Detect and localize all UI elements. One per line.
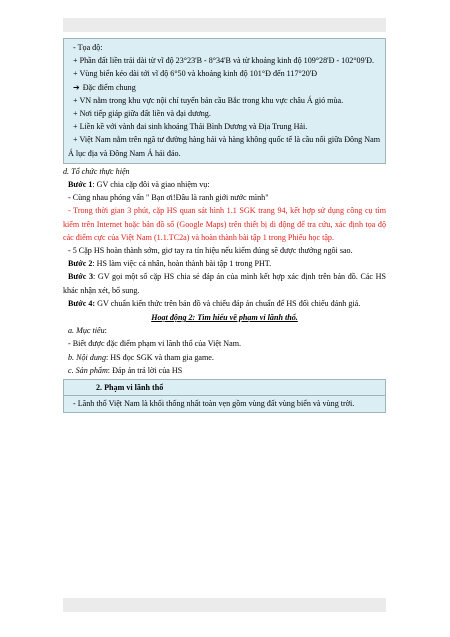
muc-tieu bbox=[63, 324, 386, 337]
muc-tieu-label: a. Mục tiêu bbox=[68, 326, 105, 336]
buoc-2 bbox=[63, 257, 386, 270]
buoc-1 bbox=[63, 178, 386, 191]
noi-dung-label: b. Nội dung bbox=[68, 352, 106, 362]
noi-dung bbox=[63, 351, 386, 364]
to-chuc-heading bbox=[63, 165, 386, 178]
header-band bbox=[63, 18, 386, 32]
buoc-4 bbox=[63, 297, 386, 310]
nhiem-vu-red-text: - Trong thời gian 3 phút, cặp HS quan sát hình 1.1 SGK trang 94, kết hợp sử dụng công cụ tìm kiếm trên Internet hoặc bản đồ số (Google Maps) trên thiết bị di động để tra cứu, xác định tọa độ các điểm cực của Việt Nam (1.1.TC2a) và hoàn thành bài tập 1 trong Phiếu học tập. bbox=[63, 206, 386, 242]
pham-vi-title: 2. Phạm vi lãnh thổ bbox=[96, 383, 164, 393]
buoc-4-label: Bước 4: bbox=[68, 298, 96, 308]
san-pham-label: c. Sản phẩm bbox=[68, 365, 108, 375]
dac-diem-item-4: + Việt Nam nằm trên ngã tư đường hàng hải và hàng không quốc tế là cầu nối giữa Đông Nam Á lục địa và Đông Nam Á hải đảo. bbox=[68, 135, 380, 158]
buoc-3-text: : GV gọi một số cặp HS chia sẻ đáp án của mình kết hợp xác định trên bản đồ. Các HS khác nhận xét, bổ sung. bbox=[63, 272, 386, 295]
buoc-2-label: Bước 2 bbox=[68, 259, 93, 269]
content-box-toa-do bbox=[63, 38, 386, 164]
page-content bbox=[63, 38, 386, 413]
footer-band bbox=[63, 598, 386, 612]
dac-diem-chung-line bbox=[68, 81, 380, 94]
phan-dat-lien-text: + Phần đất liền trải dài từ vĩ độ 23°23'B - 8°34'B và từ khoảng kinh độ 109°28'Đ - 102°09'Đ. bbox=[73, 56, 374, 66]
hoat-dong-2-title: Hoạt động 2: Tìm hiểu về phạm vi lãnh thổ. bbox=[151, 313, 298, 323]
san-pham bbox=[63, 364, 386, 377]
dac-diem-item-3: + Liền kề với vành đai sinh khoáng Thái Bình Dương và Địa Trung Hải. bbox=[73, 122, 308, 132]
san-pham-text: : Đáp án trả lời của HS bbox=[107, 365, 183, 375]
buoc-1-text: : GV chia cặp đôi và giao nhiệm vụ: bbox=[92, 180, 210, 190]
hoat-dong-2-heading bbox=[63, 311, 386, 324]
dac-diem-chung-label: Đặc điểm chung bbox=[82, 82, 136, 92]
buoc-1-label: Bước 1 bbox=[68, 180, 93, 190]
pham-vi-text: - Lãnh thổ Việt Nam là khối thống nhất toàn vẹn gồm vùng đất vùng biển và vùng trời. bbox=[73, 399, 355, 409]
five-pairs-text: - 5 Cặp HS hoàn thành sớm, giơ tay ra tín hiệu nếu kiểm đúng sẽ được thưởng ngôi sao. bbox=[68, 246, 353, 256]
toa-do-label: - Tọa độ: bbox=[73, 43, 103, 52]
buoc-3-label: Bước 3 bbox=[68, 272, 93, 282]
pham-vi-title-bar bbox=[63, 379, 386, 396]
vung-bien-text: + Vùng biển kéo dài tới vĩ độ 6°50 và khoảng kinh độ 101°Đ đến 117°20'Đ bbox=[73, 69, 318, 79]
buoc-4-text: GV chuẩn kiến thức trên bản đồ và chiếu đáp án chuẩn để HS đối chiếu đánh giá. bbox=[95, 298, 361, 308]
muc-tieu-text: - Biết được đặc điểm phạm vi lãnh thổ của Việt Nam. bbox=[68, 339, 242, 349]
to-chuc-heading-text: d. Tổ chức thực hiện bbox=[63, 166, 130, 176]
muc-tieu-colon: : bbox=[104, 326, 107, 336]
cung-nhau-text: - Cùng nhau phóng vấn " Bạn ơi!Đâu là ranh giới nước mình" bbox=[68, 193, 269, 203]
arrow-right-icon: ➔ bbox=[73, 82, 80, 92]
dac-diem-item-1: + VN nằm trong khu vực nội chí tuyến bán cầu Bắc trong khu vực châu Á gió mùa. bbox=[73, 95, 344, 105]
buoc-3 bbox=[63, 270, 386, 296]
buoc-2-text: : HS làm việc cá nhân, hoàn thành bài tập 1 trong PHT. bbox=[92, 259, 272, 269]
content-box-pham-vi bbox=[63, 396, 386, 413]
dac-diem-item-2: + Nơi tiếp giáp giữa đất liền và đại dương. bbox=[73, 109, 211, 119]
noi-dung-text: : HS đọc SGK và tham gia game. bbox=[106, 352, 214, 362]
